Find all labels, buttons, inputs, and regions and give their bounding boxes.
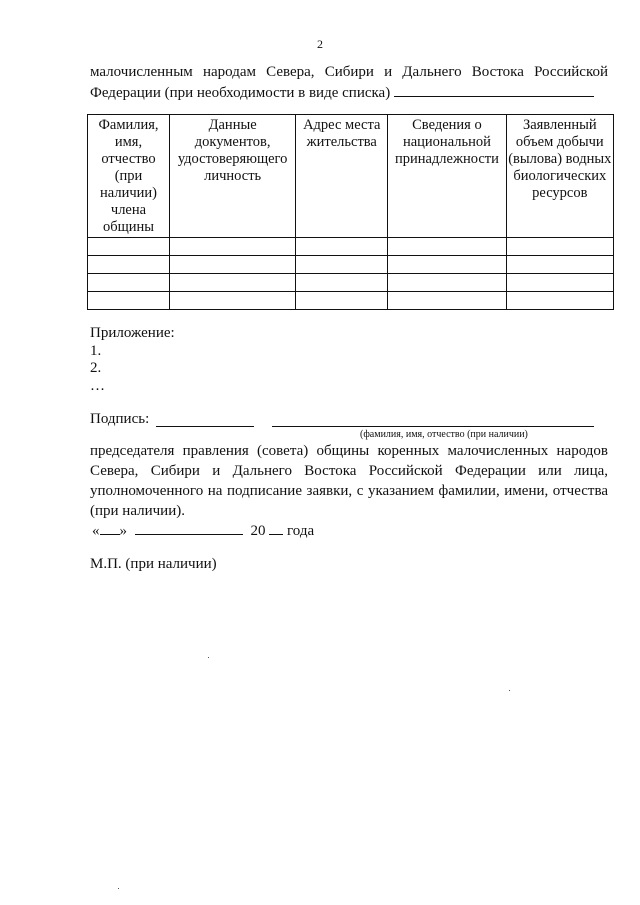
appendix-title: Приложение: (90, 325, 175, 341)
intro-paragraph (90, 62, 608, 103)
scan-speck (208, 657, 209, 658)
table-cell[interactable] (170, 256, 296, 274)
page-number: 2 (317, 37, 323, 51)
appendix-item: … (90, 377, 105, 394)
header-identity-documents: Данные документов, удостоверяющего личность (170, 115, 296, 238)
table-cell[interactable] (170, 292, 296, 310)
table-cell[interactable] (296, 274, 388, 292)
community-members-table (87, 114, 614, 310)
table-cell[interactable] (88, 292, 170, 310)
header-residence-address: Адрес места жительства (296, 115, 388, 238)
signature-label: Подпись: (90, 411, 150, 427)
signature-row (90, 410, 610, 440)
table-cell[interactable] (388, 256, 506, 274)
table-cell[interactable] (506, 238, 613, 256)
header-full-name: Фамилия, имя, отчество (при наличии) члена общины (88, 115, 170, 238)
date-day-line[interactable] (100, 521, 120, 535)
scan-speck (118, 888, 119, 889)
table-cell[interactable] (506, 292, 613, 310)
table-row (88, 238, 614, 256)
date-month-line[interactable] (135, 521, 243, 535)
appendix-item: 2. (90, 360, 102, 376)
table-cell[interactable] (388, 292, 506, 310)
table-cell[interactable] (88, 238, 170, 256)
signature-line[interactable] (156, 426, 254, 427)
date-year-prefix: 20 (250, 523, 266, 539)
table-cell[interactable] (170, 238, 296, 256)
full-name-hint: (фамилия, имя, отчество (при наличии) (360, 429, 528, 440)
date-row (92, 521, 314, 540)
table-cell[interactable] (296, 256, 388, 274)
date-suffix: года (287, 523, 315, 539)
table-row (88, 256, 614, 274)
table-cell[interactable] (88, 274, 170, 292)
table-cell[interactable] (388, 238, 506, 256)
table-cell[interactable] (506, 256, 613, 274)
table-cell[interactable] (296, 292, 388, 310)
chairman-paragraph: председателя правления (совета) общины коренных малочисленных народов Севера, Сибири и Дальнего Востока Российской Федерации или лица, уполномоченного на подписание заявки, с указанием фамилии, имени, отчества (при наличии). (90, 443, 608, 519)
date-year-line[interactable] (269, 521, 283, 535)
scan-speck (509, 690, 510, 691)
table-cell[interactable] (506, 274, 613, 292)
table-header-row (88, 115, 614, 238)
table-row (88, 292, 614, 310)
header-declared-catch-volume: Заявленный объем добычи (вылова) водных биологических ресурсов (506, 115, 613, 238)
stamp-note: М.П. (при наличии) (90, 556, 217, 572)
full-name-line[interactable] (272, 426, 594, 427)
date-open-quote: « (92, 523, 100, 539)
table-cell[interactable] (388, 274, 506, 292)
appendix-block (90, 325, 175, 395)
table-row (88, 274, 614, 292)
list-fill-line (394, 82, 594, 97)
header-nationality: Сведения о национальной принадлежности (388, 115, 506, 238)
date-close-quote: » (119, 523, 127, 539)
appendix-item: 1. (90, 342, 102, 359)
intro-text: малочисленным народам Севера, Сибири и Дальнего Востока Российской Федерации (при необходимости в виде списка) (90, 64, 608, 101)
table-cell[interactable] (170, 274, 296, 292)
table-cell[interactable] (296, 238, 388, 256)
table-cell[interactable] (88, 256, 170, 274)
